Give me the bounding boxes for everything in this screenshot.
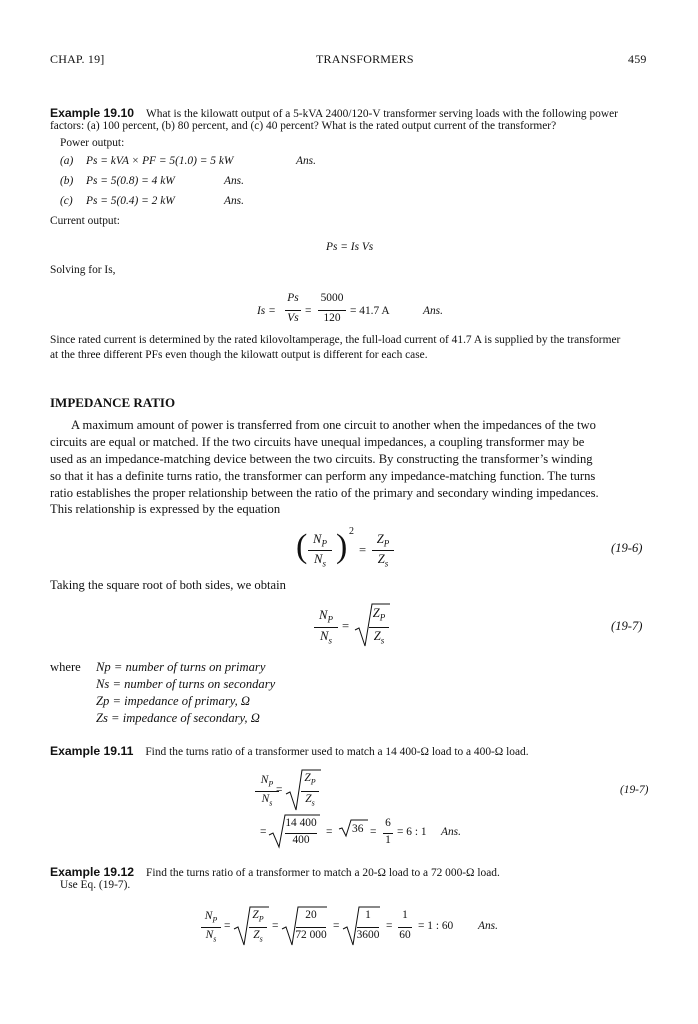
example-19-11-question: Example 19.11 Find the turns ratio of a transformer used to match a 14 400-Ω load to a 400-Ω load. [50, 744, 529, 758]
eq196-paren-close: ) [336, 528, 348, 565]
ex1912-bar1 [201, 927, 221, 928]
is-frac2-den: 120 [323, 312, 341, 324]
line-a-ans: Ans. [296, 155, 316, 167]
ex1911-tag: (19-7) [620, 784, 649, 796]
running-title: TRANSFORMERS [316, 52, 414, 66]
ex1911-eq4: = [370, 826, 377, 838]
line-a-tag: (a) [60, 155, 74, 167]
ex1912-n20: 20 [305, 909, 317, 921]
ex1911-zp: $Z_P$ [304, 772, 316, 787]
eq196-tag: (19-6) [611, 541, 643, 555]
taking-line: Taking the square root of both sides, we obtain [50, 578, 286, 592]
ex1912-np: $N_P$ [204, 910, 218, 925]
ex1912-bar5 [398, 927, 412, 928]
eq197-ns: $N_s$ [320, 629, 332, 646]
eq197-bar1 [314, 627, 338, 628]
ex1912-ns: $N_s$ [205, 929, 217, 944]
since-line2: at the three different PFs even though the kilowatt output is different for each case. [50, 349, 428, 361]
ex1912-ratio: = 1 : 60 [418, 920, 454, 932]
ex1912-n1b: 1 [402, 909, 408, 921]
eq196-zs: $Z_s$ [377, 552, 389, 569]
eq196-exponent: 2 [349, 526, 354, 537]
example-19-12-question: Example 19.12 Find the turns ratio of a transformer to match a 20-Ω load to a 72 000-Ω load. [50, 865, 500, 879]
para-line5: ratio establishes the proper relationship between the ratio of the primary and secondary winding impedances. [50, 486, 599, 500]
ex1912-zp: $Z_P$ [252, 909, 264, 924]
power-equation: Ps = Is Vs [326, 241, 374, 253]
ex1911-sqrt36: 36 [352, 823, 364, 835]
is-ans: Ans. [423, 305, 443, 317]
ex1912-d3600: 3600 [356, 929, 380, 941]
def-np: Np = number of turns on primary [96, 660, 266, 674]
ex1911-num: 14 400 [285, 817, 317, 829]
ex1912-bar4 [357, 927, 379, 928]
eq196-eq-sign: = [359, 543, 367, 557]
ex1912-d60: 60 [399, 929, 411, 941]
ex1912-eq3: = [333, 920, 340, 932]
eq197-tag: (19-7) [611, 619, 643, 633]
eq196-bar1 [308, 550, 332, 551]
para-line4: so that it has a definite turns ratio, the transformer can perform any impedance-matching function. The turns [50, 469, 596, 483]
para-line2: circuits are equal or matched. If the two circuits have unequal impedances, a coupling transformer may be [50, 435, 585, 449]
eq197-bar2 [369, 627, 389, 628]
ex1911-ns: $N_s$ [261, 793, 273, 808]
line-b-ans: Ans. [224, 175, 244, 187]
def-ns: Ns = number of turns on secondary [96, 677, 276, 691]
solving-for-is: Solving for Is, [50, 264, 116, 276]
ex1912-d72000: 72 000 [295, 929, 327, 941]
para-line6: This relationship is expressed by the equation [50, 502, 281, 516]
example-19-12-label: Example 19.12 [50, 865, 135, 879]
ex1912-eq1: = [224, 920, 231, 932]
eq197-zp: $Z_P$ [372, 606, 386, 623]
line-c-ans: Ans. [224, 195, 244, 207]
chapter-label: CHAP. 19] [50, 52, 105, 66]
example-19-11-label: Example 19.11 [50, 744, 134, 758]
is-frac1-num: Ps [287, 292, 299, 304]
ex1912-eq4: = [386, 920, 393, 932]
power-output-label: Power output: [60, 137, 125, 149]
ex1911-np: $N_P$ [260, 774, 274, 789]
eq196-paren-open: ( [296, 528, 308, 565]
eq197-np: $N_P$ [319, 608, 333, 625]
example-19-10-question-line2: factors: (a) 100 percent, (b) 80 percent, and (c) 40 percent? What is the rated output current of the transformer? [50, 120, 557, 132]
current-output-label: Current output: [50, 215, 120, 227]
is-eq-sign: = [305, 305, 312, 317]
eq196-bar2 [372, 550, 394, 551]
eq196-zp: $Z_P$ [376, 532, 390, 549]
ex1911-zs: $Z_s$ [305, 793, 315, 808]
page-number: 459 [628, 52, 647, 66]
ex1911-eq2: = [260, 826, 267, 838]
is-frac2-bar [318, 310, 346, 311]
ex1911-eq1: = [276, 784, 283, 796]
line-b-tag: (b) [60, 175, 74, 187]
line-b-expr: Ps = 5(0.8) = 4 kW [86, 175, 175, 187]
is-lhs: Is = [257, 305, 276, 317]
is-frac1-bar [285, 310, 301, 311]
def-zp: Zp = impedance of primary, Ω [96, 694, 251, 708]
since-line1: Since rated current is determined by the rated kilovoltamperage, the full-load current of 41.7 A is supplied by the transformer [50, 334, 621, 346]
ex1912-n1: 1 [365, 909, 371, 921]
use-eq: Use Eq. (19-7). [60, 879, 131, 891]
section-heading: IMPEDANCE RATIO [50, 395, 176, 410]
example-19-10-label: Example 19.10 [50, 106, 135, 120]
line-a-expr: Ps = kVA × PF = 5(1.0) = 5 kW [86, 155, 234, 167]
eq196-num: $N_P$ [313, 532, 327, 549]
is-frac2-num: 5000 [320, 292, 344, 304]
ex1911-six: 6 [385, 817, 391, 829]
ex1911-ans: Ans. [441, 826, 461, 838]
ex1912-eq2: = [272, 920, 279, 932]
line-c-tag: (c) [60, 195, 73, 207]
is-result: = 41.7 A [350, 305, 390, 317]
eq197-eq-sign: = [342, 619, 350, 633]
eq196-den: $N_s$ [314, 552, 326, 569]
ex1911-bar2 [301, 791, 319, 792]
def-zs: Zs = impedance of secondary, Ω [96, 711, 260, 725]
line-c-expr: Ps = 5(0.4) = 2 kW [86, 195, 175, 207]
ex1911-eq3: = [326, 826, 333, 838]
example-19-10-question-line1: Example 19.10 What is the kilowatt output of a 5-kVA 2400/120-V transformer serving loads with the following power [50, 106, 618, 120]
where-label: where [50, 660, 81, 674]
ex1912-zs: $Z_s$ [253, 929, 263, 944]
is-frac1-den: Vs [287, 312, 299, 324]
ex1912-bar3 [296, 927, 326, 928]
ex1911-one: 1 [385, 834, 391, 846]
para-line1: A maximum amount of power is transferred from one circuit to another when the impedances of the two [71, 418, 596, 432]
para-line3: used as an impedance-matching device between the two circuits. By constructing the transformer’s winding [50, 452, 593, 466]
eq197-zs: $Z_s$ [373, 629, 385, 646]
ex1911-ratio: = 6 : 1 [397, 826, 427, 838]
ex1912-bar2 [249, 927, 267, 928]
ex1911-den: 400 [292, 834, 310, 846]
ex1912-ans: Ans. [478, 920, 498, 932]
